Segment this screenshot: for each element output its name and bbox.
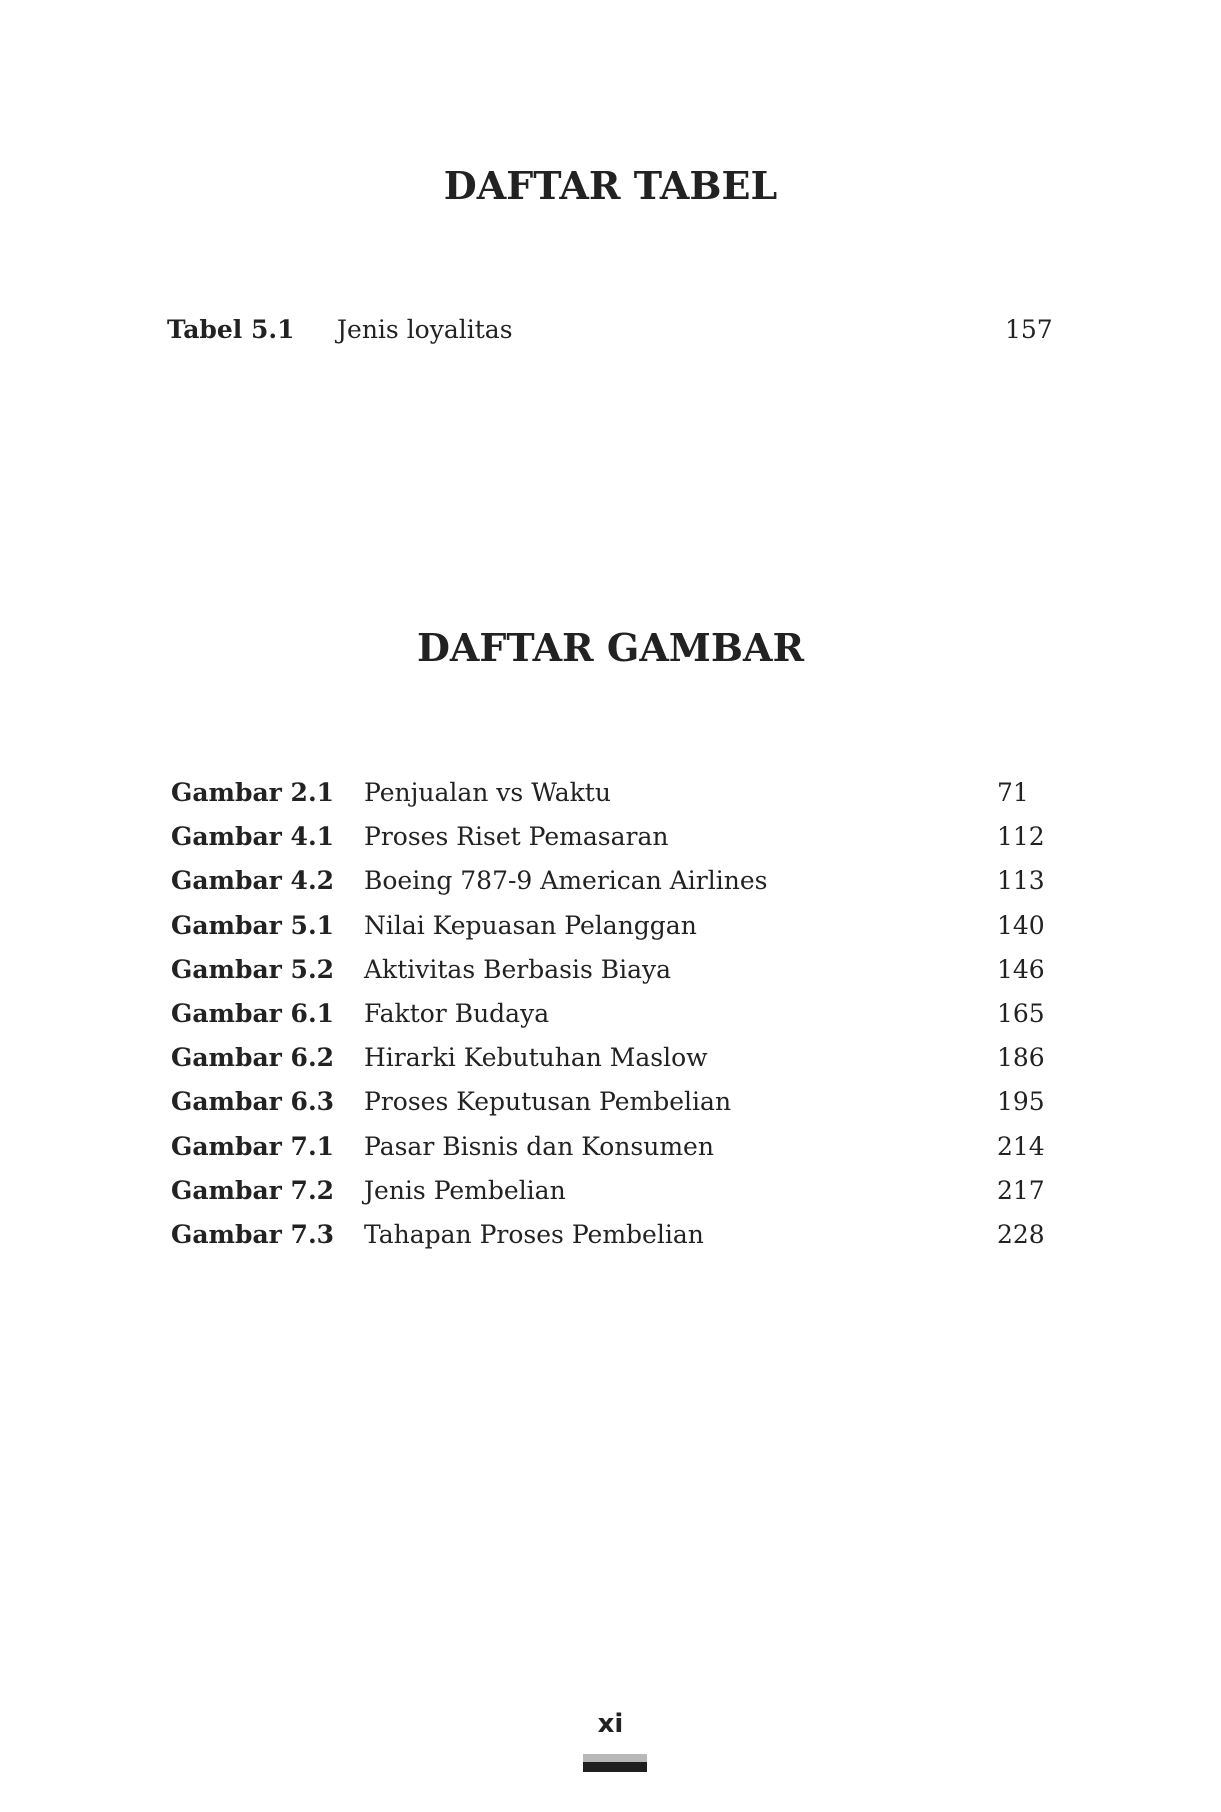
gambar-entry-label: Gambar 5.2 (171, 954, 335, 984)
gambar-entry-label: Gambar 6.3 (171, 1087, 335, 1117)
gambar-entry-title: Proses Riset Pemasaran (364, 822, 669, 852)
gambar-entry-title: Nilai Kepuasan Pelanggan (364, 910, 697, 940)
footer-decoration-bar (583, 1754, 647, 1772)
gambar-entry[interactable] (171, 904, 1051, 948)
gambar-entry[interactable] (171, 1169, 1051, 1213)
gambar-entry-label: Gambar 4.1 (171, 822, 335, 852)
gambar-entry[interactable] (171, 771, 1051, 815)
gambar-entry-page: 112 (997, 822, 1045, 852)
tabel-entry-label: Tabel 5.1 (167, 315, 295, 344)
footer-bar-light (583, 1754, 647, 1762)
tabel-entry-title: Jenis loyalitas (337, 315, 513, 344)
gambar-entry[interactable] (171, 992, 1051, 1036)
gambar-entry-title: Jenis Pembelian (364, 1175, 566, 1205)
gambar-entry-title: Tahapan Proses Pembelian (364, 1219, 704, 1249)
gambar-entry-page: 146 (997, 954, 1045, 984)
gambar-entry-title: Pasar Bisnis dan Konsumen (364, 1131, 714, 1161)
gambar-entry-title: Faktor Budaya (364, 998, 550, 1028)
gambar-entry-title: Boeing 787-9 American Airlines (364, 866, 768, 896)
tabel-entry-page: 157 (1005, 315, 1053, 344)
gambar-entry-page: 195 (997, 1087, 1045, 1117)
gambar-entry[interactable] (171, 815, 1051, 859)
page-number: xi (597, 1709, 624, 1739)
gambar-entry-title: Penjualan vs Waktu (364, 778, 611, 807)
gambar-list (171, 771, 1051, 1257)
gambar-entry[interactable] (171, 1080, 1051, 1124)
gambar-entry-page: 113 (997, 866, 1045, 896)
gambar-entry-page: 186 (997, 1043, 1045, 1073)
gambar-entry-label: Gambar 5.1 (171, 910, 335, 940)
gambar-heading: DAFTAR GAMBAR (416, 625, 805, 671)
tabel-entry[interactable] (167, 310, 1057, 350)
gambar-entry-label: Gambar 7.3 (171, 1219, 335, 1249)
gambar-entry-page: 140 (997, 910, 1045, 940)
gambar-entry-label: Gambar 7.1 (171, 1131, 335, 1161)
gambar-entry-label: Gambar 6.2 (171, 1043, 335, 1073)
gambar-entry-label: Gambar 6.1 (171, 998, 335, 1028)
gambar-entry[interactable] (171, 948, 1051, 992)
tabel-heading: DAFTAR TABEL (443, 163, 778, 209)
gambar-entry-page: 71 (997, 778, 1029, 807)
gambar-entry-label: Gambar 2.1 (171, 778, 335, 807)
gambar-entry-label: Gambar 7.2 (171, 1175, 335, 1205)
gambar-entry-page: 214 (997, 1131, 1045, 1161)
footer-bar-dark (583, 1762, 647, 1772)
gambar-entry-label: Gambar 4.2 (171, 866, 335, 896)
gambar-entry-title: Hirarki Kebutuhan Maslow (364, 1043, 708, 1073)
gambar-entry-title: Aktivitas Berbasis Biaya (364, 954, 672, 984)
gambar-entry-page: 228 (997, 1219, 1045, 1249)
gambar-entry-page: 217 (997, 1175, 1045, 1205)
gambar-entry[interactable] (171, 859, 1051, 903)
gambar-entry-title: Proses Keputusan Pembelian (364, 1087, 732, 1117)
gambar-entry[interactable] (171, 1036, 1051, 1080)
gambar-entry[interactable] (171, 1213, 1051, 1257)
gambar-entry-page: 165 (997, 998, 1045, 1028)
gambar-entry[interactable] (171, 1125, 1051, 1169)
